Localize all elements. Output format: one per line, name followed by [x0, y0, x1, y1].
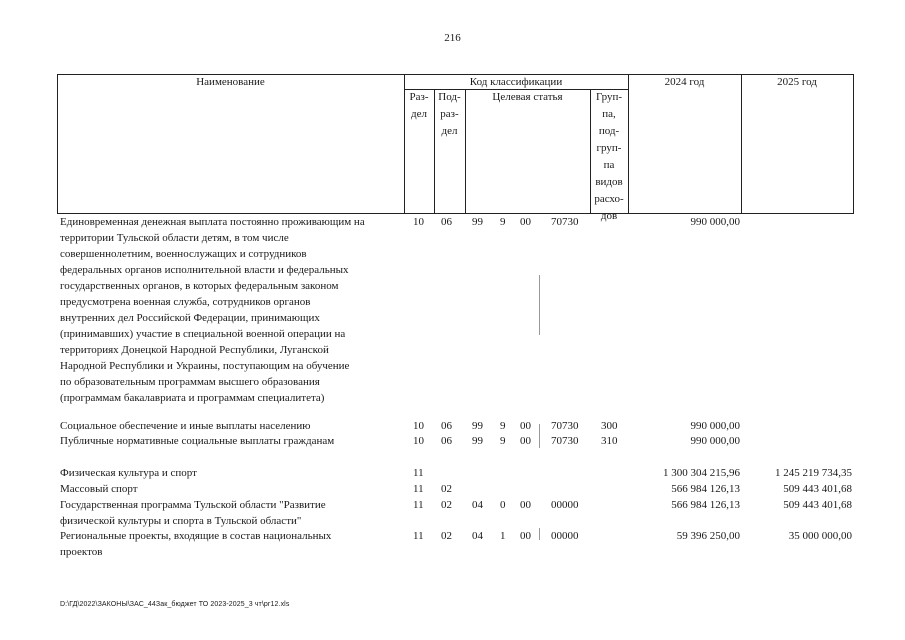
scan-artifact	[539, 424, 540, 448]
cell-target-program: 04	[472, 499, 483, 511]
cell-group: 310	[601, 435, 618, 447]
cell-2025: 509 443 401,68	[783, 499, 852, 511]
row-name: Массовый спорт	[60, 483, 138, 495]
cell-razdel: 11	[413, 483, 424, 495]
header-target-article: Целевая статья	[492, 91, 563, 103]
cell-target-main: 00	[520, 420, 531, 432]
cell-2024: 566 984 126,13	[671, 483, 740, 495]
cell-2024: 1 300 304 215,96	[663, 467, 740, 479]
cell-target-program: 99	[472, 435, 483, 447]
cell-target-main: 00	[520, 530, 531, 542]
header-year-2025: 2025 год	[777, 76, 817, 88]
cell-razdel: 10	[413, 216, 424, 228]
cell-2024: 990 000,00	[690, 435, 740, 447]
cell-target-direction: 00000	[551, 530, 579, 542]
cell-target-subprogram: 0	[500, 499, 506, 511]
row-name: Физическая культура и спорт	[60, 467, 197, 479]
cell-target-direction: 70730	[551, 216, 579, 228]
cell-razdel: 11	[413, 499, 424, 511]
cell-2025: 35 000 000,00	[788, 530, 852, 542]
cell-target-direction: 70730	[551, 420, 579, 432]
cell-target-program: 04	[472, 530, 483, 542]
header-name: Наименование	[196, 76, 265, 88]
row-name: Региональные проекты, входящие в состав национальных проектов	[60, 530, 332, 558]
cell-podrazdel: 06	[441, 420, 452, 432]
cell-target-subprogram: 9	[500, 435, 506, 447]
cell-podrazdel: 02	[441, 530, 452, 542]
header-razdel: Раз- дел	[409, 91, 429, 120]
header-podrazdel: Под- раз- дел	[438, 91, 461, 137]
cell-target-subprogram: 9	[500, 420, 506, 432]
cell-2025: 1 245 219 734,35	[775, 467, 852, 479]
cell-2024: 990 000,00	[690, 420, 740, 432]
cell-target-subprogram: 9	[500, 216, 506, 228]
cell-target-program: 99	[472, 216, 483, 228]
cell-target-program: 99	[472, 420, 483, 432]
header-year-2024: 2024 год	[664, 76, 705, 88]
cell-podrazdel: 02	[441, 499, 452, 511]
row-name: Публичные нормативные социальные выплаты гражданам	[60, 435, 335, 447]
page-number: 216	[444, 32, 461, 44]
header-expense-group: Груп- па, под- груп- па видов расхо- дов	[594, 91, 624, 222]
cell-podrazdel: 06	[441, 435, 452, 447]
cell-razdel: 11	[413, 467, 424, 479]
cell-podrazdel: 02	[441, 483, 452, 495]
cell-target-direction: 70730	[551, 435, 579, 447]
row-name: Социальное обеспечение и иные выплаты населению	[60, 420, 311, 432]
cell-group: 300	[601, 420, 618, 432]
scan-artifact	[539, 528, 540, 540]
cell-2024: 566 984 126,13	[671, 499, 740, 511]
cell-2024: 59 396 250,00	[676, 530, 740, 542]
cell-razdel: 10	[413, 420, 424, 432]
cell-2025: 509 443 401,68	[783, 483, 852, 495]
cell-razdel: 10	[413, 435, 424, 447]
file-path-footer: D:\ГД\2022\ЗАКОНЫ\ЗАС_44Зак_бюджет ТО 2023-2025_3 чт\рг12.xls	[60, 601, 290, 608]
cell-target-main: 00	[520, 435, 531, 447]
cell-2024: 990 000,00	[690, 216, 740, 228]
cell-razdel: 11	[413, 530, 424, 542]
row-name: Государственная программа Тульской области "Развитие физической культуры и спорта в Тульской области"	[60, 499, 326, 527]
row-name: Единовременная денежная выплата постоянно проживающим на территории Тульской области детям, в том числе совершеннолетним, военнослужащих и сотрудников федеральных органов исполнительной власти и федеральных государственных органов, в которых федеральным законом предусмотрена военная служба, сотрудников органов внутренних дел Российской Федерации, принимающих (принимавших) участие в специальной военной операции на территориях Донецкой Народной Республики, Луганской Народной Республики и Украины, поступающим на обучение по образовательным программам высшего образования (программам бакалавриата и программам специалитета)	[60, 216, 365, 404]
cell-target-main: 00	[520, 499, 531, 511]
cell-target-subprogram: 1	[500, 530, 506, 542]
header-code: Код классификации	[469, 76, 563, 88]
cell-podrazdel: 06	[441, 216, 452, 228]
cell-target-main: 00	[520, 216, 531, 228]
scan-artifact	[539, 275, 540, 335]
cell-target-direction: 00000	[551, 499, 579, 511]
